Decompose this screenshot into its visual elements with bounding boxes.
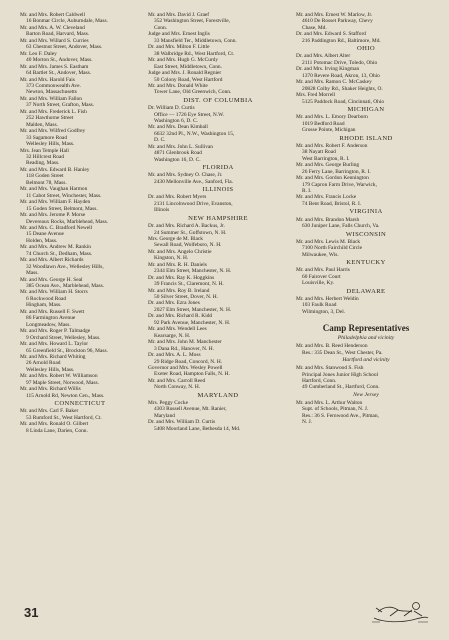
entry-address-line: Hartford, Conn.	[302, 378, 337, 384]
entry-name: Dr. and Mrs. Irving Kingman	[296, 66, 360, 73]
directory-entry	[20, 128, 140, 147]
directory-entry	[148, 326, 288, 339]
entry-address-line: Hingham, Mass.	[26, 302, 62, 309]
entry-address-line: 4871 Glenbrook Road	[154, 150, 202, 157]
entry-address-line: Principal Jones Junior High School	[302, 371, 379, 378]
state-heading: MICHIGAN	[347, 106, 385, 114]
entry-address-line: 33 Sagamore Road	[26, 134, 68, 141]
entry-address-line: 3 Dana Rd., Hanover, N. H.	[154, 345, 214, 352]
state-heading: VIRGINIA	[349, 208, 383, 216]
entry-address-line: Wellesley Hills, Mass.	[26, 141, 75, 148]
entry-address-line: Conn.	[154, 24, 168, 31]
directory-entry	[20, 244, 140, 257]
entry-address-line: Newton, Massachusetts	[26, 89, 77, 96]
entry-address-line: Milwaukee, Wis.	[302, 251, 339, 258]
entry-address-line: Supt. of Schools, Pitman, N. J.	[302, 406, 369, 413]
entry-name: Mr. and Mrs. R. H. Daniels	[148, 261, 207, 268]
state-heading: RHODE ISLAND	[339, 134, 393, 142]
entry-name: Dr. and Mrs. Albert Alter	[296, 53, 351, 60]
entry-address-line: 2027 Elm Street, Manchester, N. H.	[154, 306, 232, 313]
directory-entry	[20, 309, 140, 328]
entry-address-line: Wilmington, 3, Del.	[302, 308, 346, 315]
entry-address-line: Malden, Mass.	[26, 121, 58, 128]
entry-address-line: 2430 Mellonville Ave., Sanford, Fla.	[154, 178, 233, 185]
entry-address-line: Office — 1726 Eye Street, N.W.	[154, 111, 225, 118]
directory-entry	[296, 365, 436, 391]
region-subheading: Philadelphia and vicinity	[337, 335, 395, 342]
entry-address-line: Res.: 36 S. Fernwood Ave., Pitman,	[302, 412, 379, 419]
entry-name: Judge and Mrs. Ernest Inglis	[148, 31, 210, 38]
directory-entry	[296, 162, 436, 175]
entry-name: Mrs. Peggy Cocke	[148, 400, 188, 407]
entry-address-line: North Conway, N. H.	[154, 384, 201, 391]
entry-address-line: 216 Paddington Rd., Baltimore, Md.	[302, 37, 381, 44]
directory-entry	[20, 354, 140, 373]
directory-entry	[148, 31, 288, 44]
entry-name: Mr. and Mrs. Donald White	[148, 82, 208, 89]
entry-address-line: R. I.	[302, 188, 312, 195]
entry-address-line: 92 Park Avenue, Manchester, N. H.	[154, 319, 231, 326]
entry-name: Mr. and Mrs. Angelo Christie	[148, 248, 212, 255]
directory-entry	[148, 419, 288, 432]
entry-name: Mr. and Mrs. William H. Storrs	[20, 289, 88, 296]
entry-address-line: 118 Goden Street	[26, 173, 64, 180]
entry-address-line: 103 Faulk Road	[302, 302, 337, 309]
entry-name: Mr. and Mrs. Lewis M. Black	[296, 238, 361, 245]
directory-entry	[20, 289, 140, 308]
directory-entry	[148, 313, 288, 326]
entry-address-line: 26 Ferry Lane, Barrington, R. I.	[302, 168, 371, 175]
directory-entry	[296, 92, 436, 105]
entry-address-line: 4303 Russell Avenue, Mt. Ranier,	[154, 406, 227, 413]
directory-entry	[148, 339, 288, 352]
entry-address-line: 53 Rumford St., West Hartford, Ct.	[26, 414, 102, 421]
directory-entry	[148, 300, 288, 313]
state-heading: NEW HAMPSHIRE	[188, 214, 248, 222]
directory-entry	[296, 296, 436, 315]
entry-address-line: 38 Walbridge Rd., West Hartford, Ct.	[154, 50, 235, 57]
entry-name: Mr. and Mrs. Richard Whiting	[20, 354, 86, 361]
entry-address-line: 5408 Moorland Lane, Bethesda 14, Md.	[154, 425, 241, 432]
directory-entry	[20, 109, 140, 128]
directory-entry	[296, 143, 436, 162]
entry-name: Dr. and Mrs. Ezra Jones	[148, 300, 200, 307]
entry-name: Dr. William D. Curtis	[148, 105, 195, 112]
entry-address-line: East Street, Middletown, Conn.	[154, 63, 222, 70]
directory-entry	[148, 365, 288, 378]
entry-address-line: 63 Chestnut Street, Andover, Mass.	[26, 44, 103, 51]
directory-entry	[148, 44, 288, 57]
entry-name: Dr. and Mrs. Milton F. Little	[148, 44, 210, 51]
entry-name: Mr. and Mrs. Herbert Weldin	[296, 295, 359, 302]
entry-address-line: 50 Silver Street, Dover, N. H.	[154, 294, 219, 301]
entry-address-line: 1370 Revere Road, Akron, 13, Ohio	[302, 72, 380, 79]
entry-address-line: 2111 Potomac Drive, Toledo, Ohio	[302, 59, 378, 66]
state-heading: DIST. OF COLUMBIA	[183, 96, 253, 104]
entry-address-line: 1019 Bedford Road	[302, 120, 345, 127]
entry-name: Mr. and Mrs. Ramon C. McCaskey	[296, 79, 372, 86]
directory-entry	[148, 236, 288, 249]
entry-address-line: Kearsarge, N. H.	[154, 332, 191, 339]
entry-name: Mr. and Mrs. George H. Seal	[20, 276, 83, 283]
directory-entry	[20, 12, 140, 25]
region-subheading: Hartford and vicinity	[342, 357, 390, 364]
directory-entry	[148, 262, 288, 275]
entry-address-line: 38 Nayatt Road	[302, 149, 336, 156]
entry-name: Dr. and Mrs. A. L. Moss	[148, 352, 201, 359]
entry-name: Mr. and Mrs. C. Bradford Newell	[20, 224, 93, 231]
entry-name: Governor and Mrs. Wesley Powell	[148, 365, 223, 372]
entry-name: Mr. and Mrs. Frederick L. Fish	[20, 108, 87, 115]
directory-entry	[20, 421, 140, 434]
entry-address-line: Res.: 335 Dean St., West Chester, Pa.	[302, 349, 383, 356]
entry-address-line: 29 Ridge Road, Concord, N. H.	[154, 358, 223, 365]
column-1	[20, 12, 140, 434]
entry-name: Mrs. Fred Morrell	[296, 92, 336, 99]
entry-address-line: 32 Hillcrest Road	[26, 153, 65, 160]
directory-entry	[296, 400, 436, 426]
directory-entry	[296, 194, 436, 207]
entry-address-line: Wellesley Hills, Mass.	[26, 366, 75, 373]
directory-entry	[148, 105, 288, 124]
entry-address-line: Kingston, N. H.	[154, 255, 189, 262]
directory-entry	[20, 51, 140, 64]
directory-entry	[148, 57, 288, 70]
entry-name: Mr. and Mrs. Brandon Marsh	[296, 216, 360, 223]
directory-entry	[148, 172, 288, 185]
entry-address-line: Grosse Pointe, Michigan	[302, 127, 356, 134]
directory-entry	[296, 12, 436, 31]
state-heading: WISCONSIN	[345, 230, 387, 238]
directory-entry	[148, 249, 288, 262]
entry-name: Mr. and Mrs. Hugh G. McCurdy	[148, 57, 219, 64]
entry-address-line: Maryland	[154, 412, 175, 419]
entry-name: Mrs. George de M. Black	[148, 235, 203, 242]
entry-address-line: Mass.	[26, 270, 39, 277]
directory-entry	[296, 53, 436, 66]
entry-address-line: Reading, Mass.	[26, 160, 60, 167]
entry-name: Mr. and Mrs. Edward B. Hanley	[20, 166, 90, 173]
entry-name: Dr. and Mrs. Robert Myers	[148, 194, 207, 201]
entry-address-line: 50 Colony Road, West Hartford	[154, 76, 223, 83]
entry-address-line: 15 Deane Avenue	[26, 231, 64, 238]
page-number: 31	[24, 605, 39, 620]
entry-address-line: Washington 16, D. C.	[154, 156, 201, 163]
directory-entry	[296, 66, 436, 79]
entry-address-line: 9 Orchard Street, Wellesley, Mass.	[26, 334, 101, 341]
entry-address-line: Sewall Road, Wolfeboro, N. H.	[154, 242, 222, 249]
entry-address-line: Longmeadow, Mass.	[26, 321, 71, 328]
directory-entry	[148, 275, 288, 288]
entry-address-line: 74 Bent Road, Bristol, R. I.	[302, 200, 362, 207]
entry-name: Mr. and Mrs. Andrew M. Rankin	[20, 244, 91, 251]
directory-entry	[20, 257, 140, 276]
column-3	[296, 12, 436, 426]
entry-name: Mr. and Mrs. Gordon Kennington	[296, 175, 369, 182]
entry-address-line: Exeter Road, Hampton Falls, N. H.	[154, 371, 230, 378]
entry-name: Mr. and Mrs. Sydney O. Chase, Jr.	[148, 172, 223, 179]
entry-address-line: N. J.	[302, 419, 313, 426]
entry-name: Mr. and Mrs. Albert Richards	[20, 257, 84, 264]
entry-address-line: 49 Cumberland St., Hartford, Conn.	[302, 384, 380, 391]
entry-name: Dr. and Mrs. Richard A. Backus, Jr.	[148, 223, 225, 230]
directory-entry	[20, 212, 140, 225]
entry-address-line: Devereaux Rocks, Marblehead, Mass.	[26, 218, 109, 225]
entry-address-line: 64 Bartlet St., Andover, Mass.	[26, 70, 92, 77]
entry-address-line: 2344 Elm Street, Manchester, N. H.	[154, 268, 232, 275]
entry-address-line: Barton Road, Harvard, Mass.	[26, 31, 90, 38]
entry-name: Mr. and Mrs. George Burling	[296, 162, 360, 169]
directory-entry	[296, 343, 436, 356]
directory-entry	[148, 70, 288, 83]
entry-name: Mr. and Mrs. Carl F. Baker	[20, 408, 79, 415]
directory-entry	[20, 277, 140, 290]
directory-entry	[148, 378, 288, 391]
state-heading: KENTUCKY	[346, 259, 386, 267]
section-title: Camp Representatives	[322, 323, 410, 334]
entry-name: Mr. and Mrs. Vaughan Harmon	[20, 186, 88, 193]
entry-name: Dr. and Mrs. Richard R. Kidd	[148, 313, 213, 320]
entry-address-line: 65 Greenfield St., Brockton 96, Mass.	[26, 347, 108, 354]
entry-name: Dr. and Mrs. Ray K. Hoggkins	[148, 274, 215, 281]
entry-address-line: 11 Cabot Street, Winchester, Mass.	[26, 192, 102, 199]
entry-name: Mr. and Mrs. William Fallon	[20, 95, 82, 102]
entry-address-line: 5125 Paddock Road, Cincinnati, Ohio	[302, 98, 385, 105]
directory-entry	[20, 225, 140, 244]
entry-name: Mr. and Mrs. John M. Manchester	[148, 339, 222, 346]
directory-entry	[148, 223, 288, 236]
entry-address-line: Washington 6, D. C.	[154, 118, 198, 124]
entry-address-line: 15 Goden Street, Belmont, Mass.	[26, 205, 98, 212]
entry-name: Mr. and Mrs. L. Emory Dearborn	[296, 114, 368, 121]
entry-name: Mr. and Mrs. A. W. Cleveland	[20, 24, 85, 31]
entry-name: Mr. and Mrs. Robert F. Anderson	[296, 142, 368, 149]
entry-name: Mr. and Mrs. Roger P. Talmadge	[20, 328, 91, 335]
entry-address-line: 74 Church St., Dedham, Mass.	[26, 250, 93, 257]
directory-entry	[20, 77, 140, 96]
entry-address-line: D. C.	[154, 137, 166, 144]
entry-name: Mr. and Mrs. Willard S. Curries	[20, 37, 89, 44]
entry-name: Mr. and Mrs. Jerome P. Morse	[20, 212, 86, 219]
entry-name: Mr. and Mrs. Francis Locke	[296, 194, 357, 201]
entry-name: Dr. and Mrs. Edward S. Stafford	[296, 31, 366, 38]
directory-entry	[20, 373, 140, 386]
directory-entry	[20, 186, 140, 199]
entry-name: Mr. and Mrs. Harold Fais	[20, 76, 75, 83]
entry-address-line: 32 Woodlawn Ave., Wellesley Hills,	[26, 263, 104, 270]
entry-address-line: 33 Mansfield Ter., Middletown, Conn.	[154, 37, 237, 44]
entry-address-line: Holden, Mass.	[26, 237, 58, 244]
entry-address-line: 37 North Street, Grafton, Mass.	[26, 102, 95, 109]
directory-entry	[148, 83, 288, 96]
directory-entry	[148, 12, 288, 31]
entry-address-line: West Barrington, R. I.	[302, 155, 350, 162]
entry-address-line: 4610 De Rosset Parkway, Chevy	[302, 18, 373, 25]
region-subheading: New Jersey	[353, 391, 379, 398]
entry-name: Mr. and Mrs. James S. Eastham	[20, 63, 89, 70]
directory-entry	[296, 267, 436, 286]
entry-name: Mr. and Mrs. Paul Harris	[296, 267, 350, 274]
entry-name: Mr. and Mrs. Ernest W. Marlow, Jr.	[296, 12, 373, 18]
entry-address-line: Illinois	[154, 207, 170, 214]
directory-entry	[20, 341, 140, 354]
directory-entry	[20, 64, 140, 77]
entry-address-line: Belmont 78, Mass.	[26, 179, 67, 186]
entry-address-line: 385 Ocean Ave., Marblehead, Mass.	[26, 283, 105, 290]
entry-name: Mr. and Mrs. Richard Willis	[20, 386, 81, 393]
entry-address-line: 40 Morton St., Andover, Mass.	[26, 57, 93, 64]
entry-address-line: 39 Francis St., Claremont, N. H.	[154, 281, 224, 288]
directory-entry	[20, 38, 140, 51]
state-heading: FLORIDA	[202, 164, 234, 172]
entry-name: Mr. and Mrs. L. Arthur Walton	[296, 399, 363, 406]
entry-name: Mr. and Mrs. Howard L. Taylor	[20, 341, 89, 348]
entry-name: Mr. and Mrs. Dean Kimball	[148, 124, 208, 131]
directory-entry	[20, 96, 140, 109]
entry-name: Mr. and Mrs. David J. Graef	[148, 12, 210, 18]
directory-entry	[296, 217, 436, 230]
directory-entry	[296, 114, 436, 133]
entry-name: Mr. and Mrs. Roy B. Ireland	[148, 287, 210, 294]
directory-entry	[20, 328, 140, 341]
entry-name: Mr. and Mrs. Robert Caldwell	[20, 12, 85, 18]
column-2	[148, 12, 288, 432]
entry-address-line: Louisville, Ky.	[302, 280, 335, 287]
entry-address-line: 7100 North Fairchild Circle	[302, 245, 363, 252]
directory-entry	[20, 408, 140, 421]
directory-entry	[296, 79, 436, 92]
directory-entry	[148, 352, 288, 365]
entry-address-line: 252 Hawthorne Street	[26, 115, 74, 122]
directory-entry	[20, 167, 140, 186]
directory-entry	[20, 25, 140, 38]
entry-name: Mr. and Mrs. Wendell Lees	[148, 326, 207, 333]
directory-entry	[148, 194, 288, 213]
camper-sketch-illustration	[368, 592, 432, 628]
entry-address-line: 60 Fairover Court	[302, 273, 341, 280]
entry-name: Mr. and Mrs. William F. Hayden	[20, 199, 91, 206]
entry-address-line: 2131 Lincolnwood Drive, Evanston,	[154, 200, 233, 207]
entry-name: Mr. and Mrs. Stanwood S. Fish	[296, 365, 364, 372]
directory-entry	[20, 199, 140, 212]
state-heading: MARYLAND	[197, 391, 239, 399]
state-heading: CONNECTICUT	[54, 400, 106, 408]
entry-name: Mr. Leo F. Daley	[20, 50, 57, 57]
directory-entry	[148, 288, 288, 301]
entry-address-line: 20828 Colby Rd., Shaker Heights, O.	[302, 85, 383, 92]
entry-address-line: 8 Linda Lane, Darien, Conn.	[26, 427, 88, 434]
entry-address-line: Chase, Md.	[302, 24, 327, 31]
entry-address-line: 352 Washington Street, Forestville,	[154, 18, 230, 25]
entry-address-line: 373 Commonwealth Ave.	[26, 82, 81, 89]
directory-entry	[20, 148, 140, 167]
entry-name: Mrs. Jean Temple Hall	[20, 147, 69, 154]
entry-name: Judge and Mrs. J. Ronald Regnier	[148, 70, 222, 77]
entry-name: Mr. and Mrs. Wilfred Godfrey	[20, 128, 86, 135]
state-heading: OHIO	[356, 45, 376, 53]
directory-entry	[148, 124, 288, 143]
entry-name: Mr. and Mrs. John L. Sullivan	[148, 143, 213, 150]
entry-name: Dr. and Mrs. William D. Curtis	[148, 419, 216, 426]
directory-entry	[296, 31, 436, 44]
entry-address-line: 86 Farmington Avenue	[26, 315, 76, 322]
entry-name: Mr. and Mrs. Robert W. Williamson	[20, 373, 98, 380]
entry-name: Mr. and Mrs. Russell F. Swett	[20, 308, 85, 315]
entry-address-line: 97 Maple Street, Norwood, Mass.	[26, 379, 99, 386]
directory-entry	[148, 144, 288, 163]
directory-entry	[296, 239, 436, 258]
entry-address-line: Tower Lane, Old Greenwich, Conn.	[154, 89, 232, 96]
entry-address-line: 115 Arnold Rd, Newton Cen., Mass.	[26, 392, 105, 399]
entry-address-line: 24 Summer St., Goffstown, N. H.	[154, 229, 227, 236]
entry-address-line: 6 Rockwood Road	[26, 295, 67, 302]
directory-entry	[296, 175, 436, 194]
entry-address-line: 6632 32nd Pl., N.W., Washington 15,	[154, 130, 235, 137]
entry-address-line: 26 Arnold Road	[26, 360, 61, 367]
directory-entry	[148, 400, 288, 419]
state-heading: ILLINOIS	[202, 186, 234, 194]
entry-name: Mr. and Mrs. Carroll Reed	[148, 377, 206, 384]
directory-entry	[20, 386, 140, 399]
entry-name: Mr. and Mrs. B. Reed Henderson	[296, 343, 368, 350]
entry-address-line: 179 Capron Farm Drive, Warwick,	[302, 181, 377, 188]
entry-address-line: 630 Juniper Lane, Falls Church, Va.	[302, 223, 380, 230]
state-heading: DELAWARE	[346, 287, 386, 295]
entry-address-line: 16 Bonmar Circle, Auburndale, Mass.	[26, 18, 108, 25]
entry-name: Mr. and Mrs. Ronald O. Gilbert	[20, 421, 89, 428]
